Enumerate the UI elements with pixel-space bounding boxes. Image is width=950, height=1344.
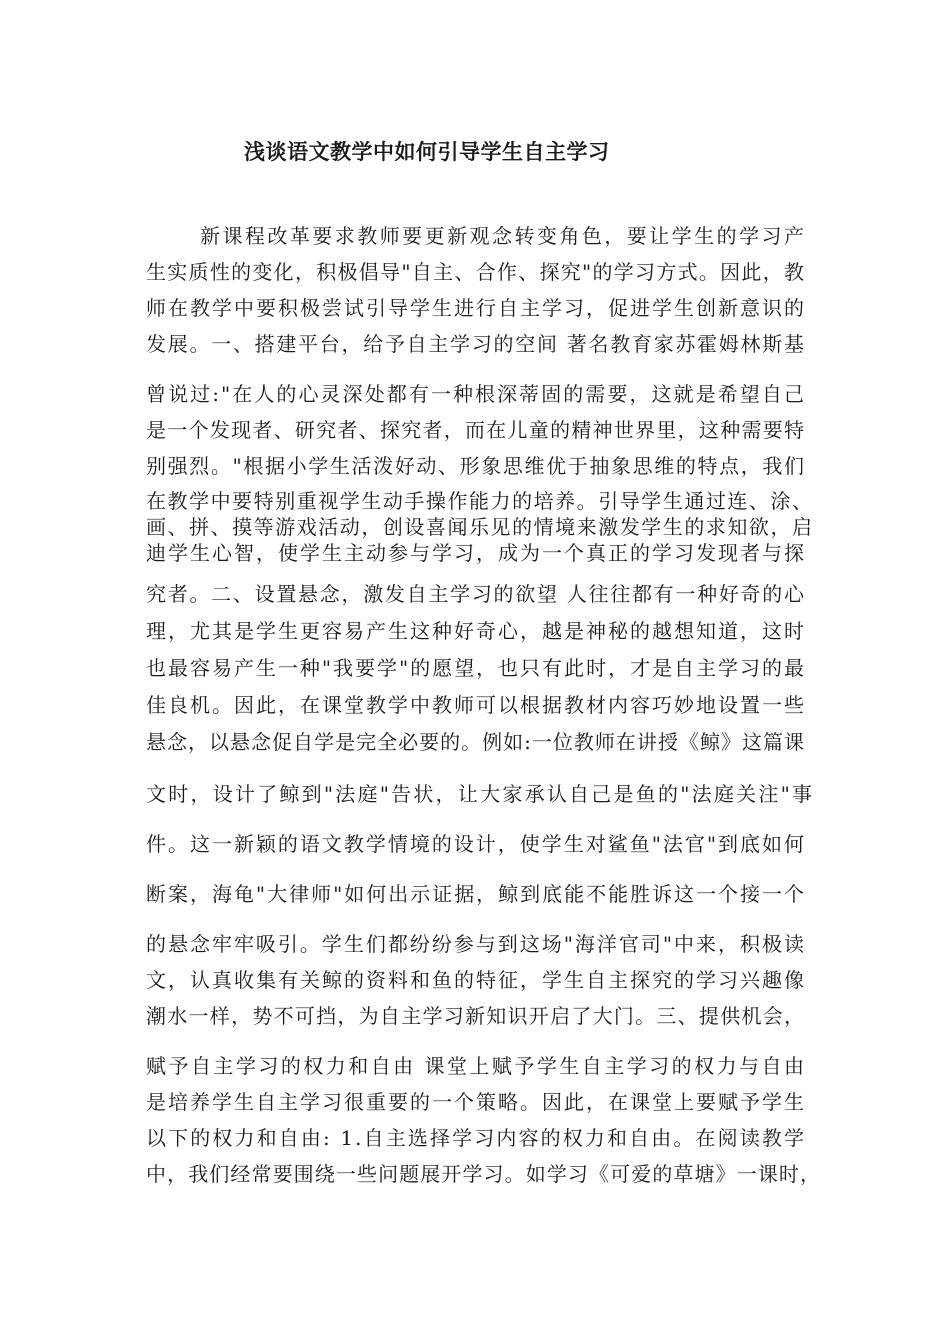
body-line: 中，我们经常要围绕一些问题展开学习。如学习《可爱的草塘》一课时， bbox=[146, 1162, 822, 1186]
body-line: 画、拼、摸等游戏活动，创设喜闻乐见的情境来激发学生的求知欲，启 bbox=[146, 515, 814, 539]
body-line: 潮水一样，势不可挡，为自主学习新知识开启了大门。三、提供机会， bbox=[146, 1004, 806, 1028]
body-line: 断案，海龟"大律师"如何出示证据，鲸到底能不能胜诉这一个接一个 bbox=[146, 882, 806, 906]
body-line: 曾说过:"在人的心灵深处都有一种根深蒂固的需要，这就是希望自己 bbox=[146, 382, 807, 406]
body-line: 迪学生心智，使学生主动参与学习，成为一个真正的学习发现者与探 bbox=[146, 541, 806, 565]
body-line: 的悬念牢牢吸引。学生们都纷纷参与到这场"海洋官司"中来，积极读 bbox=[146, 932, 806, 956]
body-line: 师在教学中要积极尝试引导学生进行自主学习，促进学生创新意识的 bbox=[146, 296, 806, 320]
document-title: 浅谈语文教学中如何引导学生自主学习 bbox=[244, 140, 610, 164]
body-line: 也最容易产生一种"我要学"的愿望，也只有此时，才是自主学习的最 bbox=[146, 656, 806, 680]
body-line: 赋予自主学习的权力和自由 课堂上赋予学生自主学习的权力与自由 bbox=[146, 1054, 807, 1078]
body-line: 别强烈。"根据小学生活泼好动、形象思维优于抽象思维的特点，我们 bbox=[146, 454, 806, 478]
body-line: 文时，设计了鲸到"法庭"告状，让大家承认自己是鱼的"法庭关注"事 bbox=[146, 782, 815, 806]
body-line: 是培养学生自主学习很重要的一个策略。因此，在课堂上要赋予学生 bbox=[146, 1090, 806, 1114]
body-line: 佳良机。因此，在课堂教学中教师可以根据教材内容巧妙地设置一些 bbox=[146, 693, 806, 717]
body-line: 以下的权力和自由: 1.自主选择学习内容的权力和自由。在阅读教学 bbox=[146, 1126, 807, 1150]
body-line: 新课程改革要求教师要更新观念转变角色，要让学生的学习产 bbox=[200, 224, 807, 248]
body-line: 在教学中要特别重视学生动手操作能力的培养。引导学生通过连、涂、 bbox=[146, 489, 814, 513]
body-line: 件。这一新颖的语文教学情境的设计，使学生对鲨鱼"法官"到底如何 bbox=[146, 832, 806, 856]
body-line: 究者。二、设置悬念，激发自主学习的欲望 人往往都有一种好奇的心 bbox=[146, 582, 806, 606]
body-line: 悬念，以悬念促自学是完全必要的。例如:一位教师在讲授《鲸》这篇课 bbox=[146, 730, 805, 754]
body-line: 文，认真收集有关鲸的资料和鱼的特征，学生自主探究的学习兴趣像 bbox=[146, 968, 806, 992]
body-line: 理，尤其是学生更容易产生这种好奇心，越是神秘的越想知道，这时 bbox=[146, 619, 806, 643]
body-line: 是一个发现者、研究者、探究者，而在儿童的精神世界里，这种需要特 bbox=[146, 418, 806, 442]
body-line: 生实质性的变化，积极倡导"自主、合作、探究"的学习方式。因此，教 bbox=[146, 260, 806, 284]
body-line: 发展。一、搭建平台，给予自主学习的空间 著名教育家苏霍姆林斯基 bbox=[146, 332, 806, 356]
